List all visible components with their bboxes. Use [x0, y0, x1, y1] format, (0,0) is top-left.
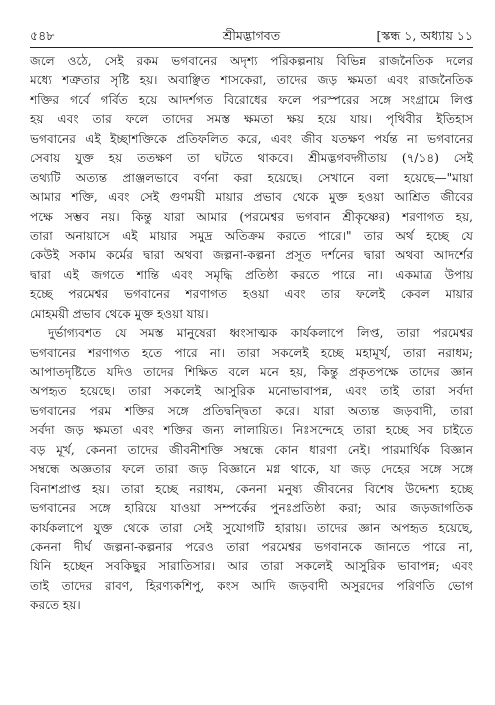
text-line: মধ্যে শত্রুতার সৃষ্টি হয়। অবাঞ্ছিত শাসকেরা, তাদের জড় ক্ষমতা এবং রাজনৈতিক	[30, 73, 473, 88]
text-line: জলে ওঠে, সেই রকম ভগবানের অদৃশ্য পরিকল্পনায় বিভিন্ন রাজনৈতিক দলের	[30, 54, 473, 68]
text-line: আমার শক্তি, এবং সেই গুণময়ী মায়ার প্রভাব থেকে মুক্ত হওয়া আশ্রিত জীবের	[30, 190, 473, 205]
text-line: বিনাশপ্রাপ্ত হয়। তারা হচ্ছে নরাধম, কেননা মনুষ্য জীবনের বিশেষ উদ্দেশ্য হচ্ছে	[30, 481, 473, 496]
text-line: তাই তাদের রাবণ, হিরণ্যকশিপু, কংস আদি জড়বাদী অসুরদের পরিণতি ভোগ	[30, 578, 473, 593]
text-line: তারা অনায়াসে এই মায়ার সমুদ্র অতিক্রম করতে পারে।" তার অর্থ হচ্ছে যে	[30, 228, 473, 243]
header-rule	[30, 47, 473, 48]
paragraph-start-line: দুর্ভাগ্যবশত যে সমস্ত মানুষেরা ধ্বংসাত্মক কার্যকলাপে লিপ্ত, তারা পরমেশ্বর	[48, 326, 473, 341]
text-line: হয় এবং তার ফলে তাদের সমস্ত ক্ষমতা ক্ষয় হয়ে যায়। পৃথিবীর ইতিহাস	[30, 112, 473, 127]
text-line: কেননা দীর্ঘ জল্পনা-কল্পনার পরেও তারা পরমেশ্বর ভগবানকে জানতে পারে না,	[30, 539, 473, 554]
text-line: ভগবানের সঙ্গে হারিয়ে যাওয়া সম্পর্কের পুনঃপ্রতিষ্ঠা করা; আর জড়জাগতিক	[30, 501, 473, 516]
text-line: আপাতদৃষ্টিতে যদিও তাদের শিক্ষিত বলে মনে হয়, কিন্তু প্রকৃতপক্ষে তাদের জ্ঞান	[30, 365, 473, 379]
text-line: সর্বদা জড় ক্ষমতা এবং শক্তির জন্য লালায়িত। নিঃসন্দেহে তারা হচ্ছে সব চাইতে	[30, 423, 473, 438]
text-line: ভগবানের পরম শক্তির সঙ্গে প্রতিদ্বন্দ্বিতা করে। যারা অত্যন্ত জড়বাদী, তারা	[30, 403, 473, 418]
page-number: ৫৪৮	[30, 28, 55, 43]
paragraph-end-line: করতে হয়।	[30, 598, 81, 613]
text-line: হচ্ছে পরমেশ্বর ভগবানের শরণাগত হওয়া এবং তার ফলেই কেবল মায়ার	[30, 287, 473, 302]
text-line: ভগবানের শরণাগত হতে পারে না। তারা সকলেই হচ্ছে মহামূর্খ, তারা নরাধম;	[30, 345, 473, 360]
text-line: কেউই সকাম কর্মের দ্বারা অথবা জল্পনা-কল্পনা প্রসূত দর্শনের দ্বারা অথবা আদর্শের	[30, 248, 473, 263]
text-line: যিনি হচ্ছেন সবকিছুর সারাতিসার। আর তারা সকলেই আসুরিক ভাবাপন্ন; এবং	[30, 559, 473, 574]
text-line: কার্যকলাপে যুক্ত থেকে তারা সেই সুযোগটি হারায়। তাদের জ্ঞান অপহৃত হয়েছে,	[30, 520, 473, 535]
page-body	[30, 52, 473, 616]
chapter-reference: [স্কন্ধ ১, অধ্যায় ১১	[376, 28, 473, 43]
text-line: ভগবানের এই ইচ্ছাশক্তিকে প্রতিফলিত করে, এবং জীব যতক্ষণ পর্যন্ত না ভগবানের	[30, 131, 473, 146]
text-line: অপহৃত হয়েছে। তারা সকলেই আসুরিক মনোভাবাপন্ন, এবং তাই তারা সর্বদা	[30, 384, 473, 399]
text-line: সেবায় যুক্ত হয় ততক্ষণ তা ঘটতে থাকবে। শ্রীমদ্ভগবদ্গীতায় (৭/১৪) সেই	[30, 151, 473, 166]
text-line: দ্বারা এই জগতে শান্তি এবং সমৃদ্ধি প্রতিষ্ঠা করতে পারে না। একমাত্র উপায়	[30, 267, 473, 282]
text-line: শক্তির গর্বে গর্বিত হয়ে আদর্শগত বিরোধের ফলে পরস্পরের সঙ্গে সংগ্রামে লিপ্ত	[30, 92, 473, 107]
text-line: পক্ষে সম্ভব নয়। কিন্তু যারা আমার (পরমেশ্বর ভগবান শ্রীকৃষ্ণের) শরণাগত হয়,	[30, 209, 473, 224]
text-line: সম্বন্ধে অজ্ঞতার ফলে তারা জড় বিজ্ঞানে মগ্ন থাকে, যা জড় দেহের সঙ্গে সঙ্গে	[30, 462, 473, 477]
paragraph-end-line: মোহময়ী প্রভাব থেকে মুক্ত হওয়া যায়।	[30, 306, 209, 321]
page-header	[30, 28, 473, 46]
text-line: বড় মূর্খ, কেননা তাদের জীবনীশক্তি সম্বন্ধে কোন ধারণা নেই। পারমার্থিক বিজ্ঞান	[30, 442, 473, 457]
text-line: তথ্যটি অত্যন্ত প্রাঞ্জলভাবে বর্ণনা করা হয়েছে। সেখানে বলা হয়েছে—"মায়া	[30, 170, 473, 185]
book-title: শ্রীমদ্ভাগবত	[222, 28, 281, 43]
